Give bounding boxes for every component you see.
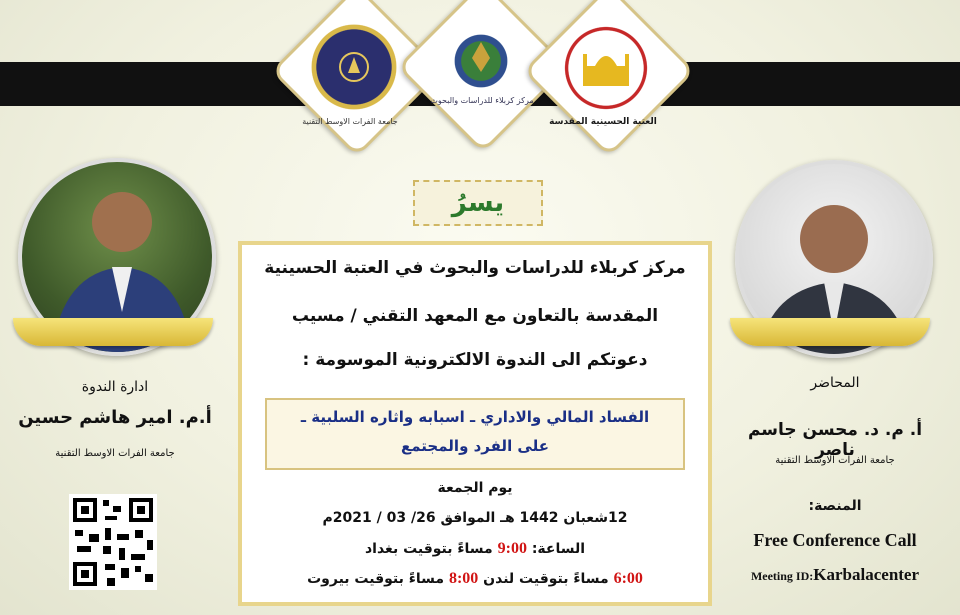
qr-code[interactable] <box>69 494 157 590</box>
lecturer-ribbon <box>730 318 930 346</box>
qr-code-icon <box>69 494 157 590</box>
pen-nib-icon <box>468 42 494 72</box>
moderator-name: أ.م. امير هاشم حسين <box>18 407 212 428</box>
lecturer-affiliation: جامعة الفرات الاوسط التقنية <box>775 455 895 466</box>
moderator-affiliation: جامعة الفرات الاوسط التقنية <box>55 448 175 459</box>
time-baghdad-value: 9:00 <box>497 540 527 557</box>
lecturer-name: أ. م. د. محسن جاسم ناصر <box>747 420 923 460</box>
platform-name: Free Conference Call <box>753 530 917 550</box>
invitation-line-1: مركز كربلاء للدراسات والبحوث في العتبة الحسينية <box>264 258 686 278</box>
time-baghdad-suffix: مساءً بتوقيت بغداد <box>364 541 493 557</box>
time-beirut-suffix: مساءً بتوقيت بيروت <box>307 571 445 587</box>
time-beirut-value: 8:00 <box>448 570 479 587</box>
meeting-id-label: Meeting ID: <box>750 569 814 583</box>
time-label: الساعة: <box>531 541 586 557</box>
seminar-title-line-1: الفساد المالي والاداري ـ اسبابه واثاره السلبية ـ <box>300 408 650 426</box>
university-logo-caption: جامعة الفرات الاوسط التقنية <box>302 117 398 126</box>
seminar-time-baghdad <box>250 540 700 558</box>
center-logo-caption: مركز كربلاء للدراسات والبحوث <box>430 96 534 105</box>
meeting-id-line <box>730 565 940 585</box>
seminar-date: 12شعبان 1442 هـ الموافق 26/ 03 / 2021م <box>322 510 628 526</box>
invitation-line-2: المقدسة بالتعاون مع المعهد التقني / مسيب <box>291 306 659 326</box>
lecturer-role: المحاضر <box>810 375 860 391</box>
meeting-id-value: Karbalacenter <box>813 565 920 584</box>
karbala-center-logo <box>433 17 529 97</box>
invitation-line-3: دعوتكم الى الندوة الالكترونية الموسومة : <box>302 350 648 370</box>
yusr-text: يسرُ <box>451 188 505 218</box>
yusr-frame <box>413 180 543 226</box>
time-london-value: 6:00 <box>613 570 643 587</box>
moderator-role: ادارة الندوة <box>81 379 149 395</box>
time-london-suffix: مساءً بتوقيت لندن <box>483 571 609 587</box>
moderator-ribbon <box>13 318 213 346</box>
shrine-logo-caption: العتبة الحسينية المقدسة <box>549 117 657 127</box>
university-logo <box>306 19 402 115</box>
holy-shrine-logo <box>558 20 654 116</box>
shrine-dome-icon <box>581 46 631 90</box>
platform-label: المنصة: <box>808 498 862 514</box>
seminar-title-line-2: على الفرد والمجتمع <box>401 437 549 455</box>
seminar-day: يوم الجمعة <box>437 480 513 496</box>
university-emblem-icon <box>334 47 374 87</box>
seminar-time-other <box>250 570 700 588</box>
